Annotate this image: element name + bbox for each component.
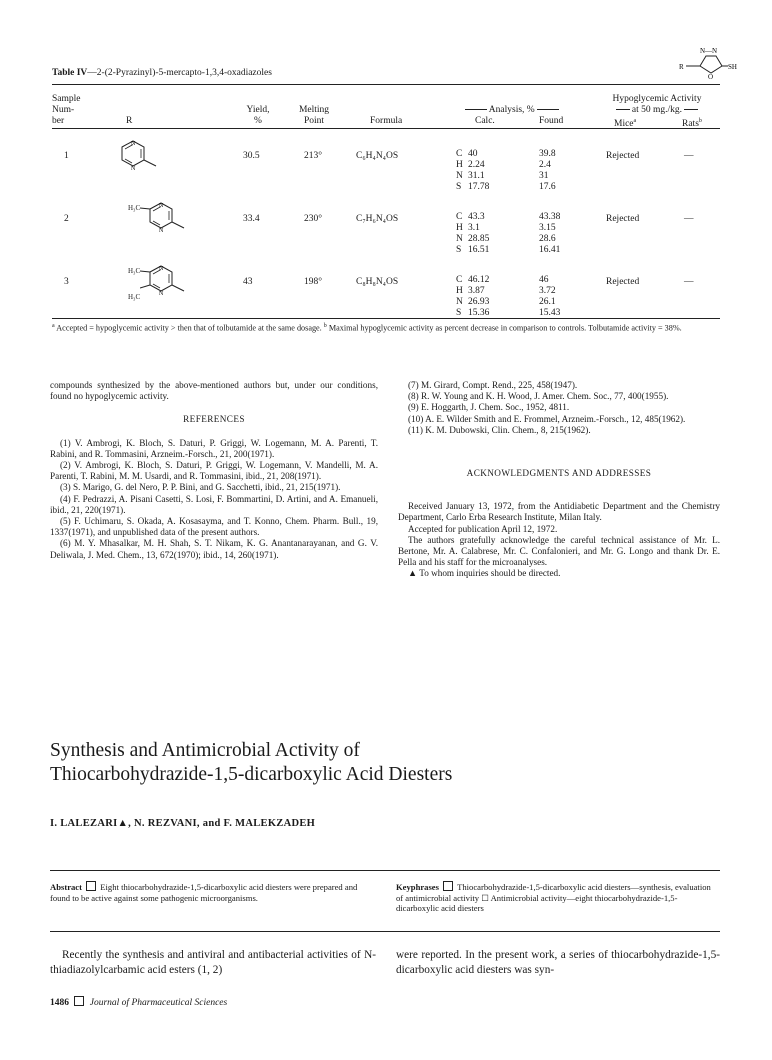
checkbox-square-icon: [74, 996, 84, 1006]
abstract-top-rule: [50, 870, 720, 871]
row3-rats: —: [684, 277, 694, 287]
row2-found: 43.38 3.15 28.6 16.41: [539, 212, 561, 255]
reference-2: (2) V. Ambrogi, K. Bloch, S. Daturi, P. Griggi, W. Logemann, V. Mandelli, M. A. Parenti, T. Rabini, M. M. Usardi, and R. Tommasini, ibid., 21, 208(1971).: [50, 460, 378, 482]
abstract-bottom-rule: [50, 931, 720, 932]
abstract-box: [50, 881, 372, 903]
table-bottom-rule: [52, 318, 720, 319]
reference-11: (11) K. M. Dubowski, Clin. Chem., 8, 215(1962).: [408, 424, 591, 435]
row2-formula: C₇H₆N₄OS: [356, 214, 399, 224]
intro-left-text: Recently the synthesis and antiviral and antibacterial activities of N-thiadiazolylcarbamic acid esters (1, 2): [50, 949, 376, 976]
reference-4: (4) F. Pedrazzi, A. Pisani Casetti, S. Losi, F. Bommartini, D. Artini, and A. Emanueli, ibid., 21, 220(1971).: [50, 493, 378, 515]
reference-10: (10) A. E. Wilder Smith and E. Frommel, Arzneim.-Forsch., 12, 485(1962).: [408, 413, 686, 424]
col-header-melting-point: Melting Point: [298, 105, 330, 126]
row3-mice: Rejected: [606, 277, 640, 287]
row3-substituent-methyl-bottom: H₃C: [128, 293, 141, 301]
row1-calc: C 40 H 2.24 N 31.1 S 17.78: [456, 149, 490, 192]
col-header-mice: Mice$^a$: [614, 118, 637, 130]
reference-3: (3) S. Marigo, G. del Nero, P. P. Bini, and G. Sacchetti, ibid., 21, 215(1971).: [60, 482, 341, 493]
table-header-rule: [52, 128, 720, 129]
col-header-formula: Formula: [370, 116, 403, 126]
article-title: Synthesis and Antimicrobial Activity of Thiocarbohydrazide-1,5-dicarboxylic Acid Diesters: [50, 740, 453, 785]
references-heading: REFERENCES: [183, 414, 245, 425]
intro-right-text: were reported. In the present work, a series of thiocarbohydrazide-1,5-dicarboxylic acid diesters was syn-: [396, 949, 720, 976]
row2-substituent-methyl: H₃C: [128, 204, 141, 212]
row2-rats: —: [684, 214, 694, 224]
checkbox-square-icon: [443, 881, 453, 891]
table-footnote: $^a$ Accepted = hypoglycemic activity > then that of tolbutamide at the same dosage. $^b$ Maximal hypoglycemic activity as percent decrease in comparison to controls. Tolbutamide activity = 38%.: [52, 323, 682, 333]
row3-number: 3: [64, 277, 69, 287]
row3-calc: C 46.12 H 3.87 N 26.93 S 15.36: [456, 275, 490, 318]
reference-6: (6) M. Y. Mhasalkar, M. H. Shah, S. T. Nikam, K. G. Anantanarayanan, and G. V. Deliwala, J. Med. Chem., 13, 672(1970); ibid., 14, 260(1971).: [50, 538, 378, 560]
col-header-rats: Rats$^b$: [682, 118, 702, 130]
received-text: Received January 13, 1972, from the Antidiabetic Department and the Chemistry Department, Carlo Erba Research Institute, Milan Italy.: [398, 501, 720, 523]
row1-mp: 213°: [304, 151, 323, 161]
row1-mice: Rejected: [606, 151, 640, 161]
col-header-yield: Yield, %: [246, 105, 270, 126]
reference-1: (1) V. Ambrogi, K. Bloch, S. Daturi, P. Griggi, W. Logemann, M. A. Parenti, T. Rabini, and R. Tommasini, Arzneim.-Forsch., 21, 200(1971).: [50, 437, 378, 459]
col-header-hypoglycemic: Hypoglycemic Activity at 50 mg./kg.: [612, 94, 702, 115]
col-header-analysis: Analysis, %: [454, 105, 570, 116]
row2-mp: 230°: [304, 214, 323, 224]
svg-text:N—N: N—N: [700, 47, 718, 55]
row1-found: 39.8 2.4 31 17.6: [539, 149, 556, 192]
svg-text:N: N: [159, 291, 164, 297]
checkbox-square-icon: [86, 881, 96, 891]
row1-formula: C₆H₄N₄OS: [356, 151, 399, 161]
methylpyrazinyl-structure-icon: [140, 200, 188, 236]
reference-9: (9) E. Hoggarth, J. Chem. Soc., 1952, 4811.: [408, 402, 570, 413]
reference-8: (8) R. W. Young and K. H. Wood, J. Amer. Chem. Soc., 77, 400(1955).: [408, 391, 669, 402]
left-column: [50, 380, 378, 561]
svg-text:N: N: [131, 166, 136, 172]
svg-text:N: N: [159, 203, 164, 209]
row3-found: 46 3.72 26.1 15.43: [539, 275, 561, 318]
svg-text:N: N: [159, 266, 164, 272]
row3-mp: 198°: [304, 277, 323, 287]
dimethylpyrazinyl-structure-icon: [140, 263, 188, 299]
journal-name: Journal of Pharmaceutical Sciences: [89, 998, 228, 1008]
pyrazinyl-structure-icon: [112, 138, 160, 174]
reference-7: (7) M. Girard, Compt. Rend., 225, 458(1947).: [408, 380, 578, 390]
keyphrases-box: [396, 881, 720, 914]
row3-substituent-methyl-top: H₃C: [128, 267, 141, 275]
row1-yield: 30.5: [243, 151, 260, 161]
svg-text:N: N: [159, 228, 164, 234]
col-header-r: R: [126, 116, 133, 126]
acknowledgments-heading: ACKNOWLEDGMENTS AND ADDRESSES: [466, 468, 652, 479]
row2-number: 2: [64, 214, 69, 224]
right-column: [398, 380, 720, 580]
oxadiazole-structure-icon: [678, 44, 738, 80]
keyphrases-label: Keyphrases: [396, 882, 439, 892]
svg-text:R: R: [679, 63, 684, 71]
thanks-text: The authors gratefully acknowledge the careful technical assistance of Mr. L. Bertone, Mr. A. Calabrese, Mr. C. Confalonieri, and Mr. G. Longo and thank Dr. E. Pella and his staff for the microanalyses.: [398, 534, 720, 568]
row3-formula: C₈H₈N₄OS: [356, 277, 399, 287]
row3-yield: 43: [243, 277, 253, 287]
table-title: Table IV—2-(2-Pyrazinyl)-5-mercapto-1,3,4-oxadiazoles: [52, 68, 272, 78]
left-intro-text: compounds synthesized by the above-mentioned authors but, under our conditions, found no hypoglycemic activity.: [50, 380, 378, 402]
abstract-label: Abstract: [50, 882, 82, 892]
abstract-text: Eight thiocarbohydrazide-1,5-dicarboxylic acid diesters were prepared and found to be active against some pathogenic microorganisms.: [50, 882, 358, 903]
page-number: 1486: [50, 998, 69, 1008]
row2-mice: Rejected: [606, 214, 640, 224]
col-header-calc: Calc.: [475, 116, 495, 126]
row1-number: 1: [64, 151, 69, 161]
col-header-sample: Sample Num- ber: [52, 94, 81, 126]
journal-footer: [50, 996, 227, 1008]
accepted-text: Accepted for publication April 12, 1972.: [408, 523, 558, 534]
reference-5: (5) F. Uchimaru, S. Okada, A. Kosasayma, and T. Konno, Chem. Pharm. Bull., 19, 1337(1971), and unpublished data of the present authors.: [50, 516, 378, 538]
col-header-found: Found: [539, 116, 564, 126]
keyphrases-text: Thiocarbohydrazide-1,5-dicarboxylic acid diesters—synthesis, evaluation of antimicrobial activity ☐ Antimicrobial activity—eight thiocarbohydrazide-1,5-dicarboxylic acid diesters: [396, 882, 711, 913]
inquiries-text: ▲ To whom inquiries should be directed.: [408, 568, 561, 579]
row1-rats: —: [684, 151, 694, 161]
row2-calc: C 43.3 H 3.1 N 28.85 S 16.51: [456, 212, 490, 255]
svg-text:SH: SH: [728, 63, 737, 71]
table-top-rule: [52, 84, 720, 85]
row2-yield: 33.4: [243, 214, 260, 224]
svg-text:N: N: [131, 141, 136, 147]
article-authors: I. LALEZARI▲, N. REZVANI, and F. MALEKZADEH: [50, 818, 316, 829]
svg-text:O: O: [708, 73, 714, 80]
